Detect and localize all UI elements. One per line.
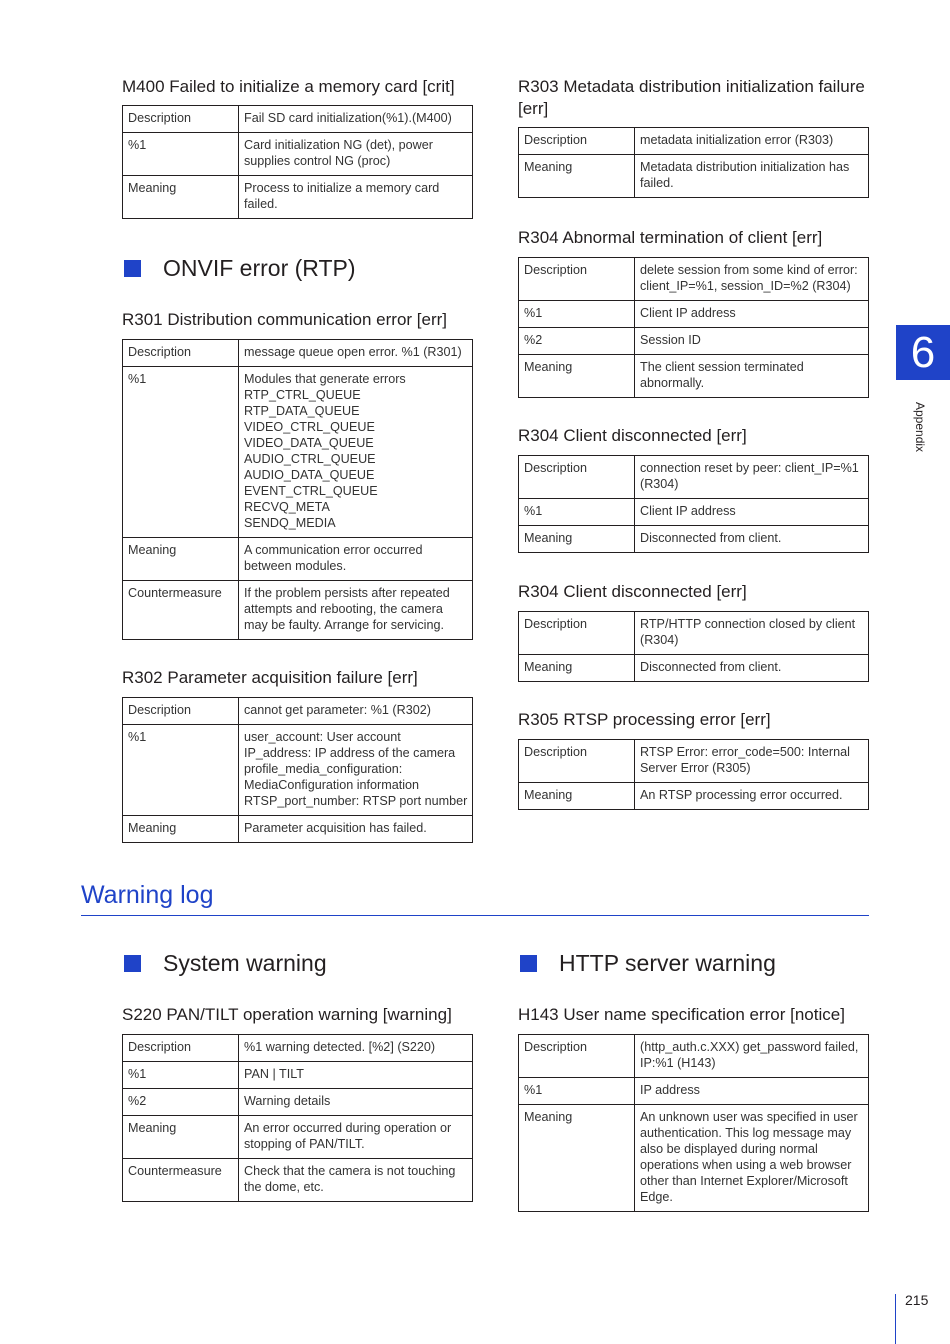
row-key: Meaning	[123, 1116, 239, 1159]
error-table	[122, 1034, 473, 1202]
row-key: %1	[519, 499, 635, 526]
square-bullet-icon	[520, 955, 537, 972]
row-key: Meaning	[519, 655, 635, 682]
table-row	[519, 456, 869, 499]
section-title: System warning	[163, 950, 327, 976]
row-key: Meaning	[519, 783, 635, 810]
row-key: Meaning	[123, 176, 239, 219]
row-value: Process to initialize a memory card failed.	[239, 176, 473, 219]
row-key: %1	[519, 301, 635, 328]
entry-title: R303 Metadata distribution initialization failure [err]	[518, 77, 865, 118]
error-table	[518, 1034, 869, 1212]
row-key: Meaning	[519, 526, 635, 553]
row-value: An error occurred during operation or stopping of PAN/TILT.	[239, 1116, 473, 1159]
table-row	[123, 176, 473, 219]
entry-title: R304 Client disconnected [err]	[518, 426, 747, 445]
row-value: Modules that generate errors RTP_CTRL_QUEUE RTP_DATA_QUEUE VIDEO_CTRL_QUEUE VIDEO_DATA_QUEUE AUDIO_CTRL_QUEUE AUDIO_DATA_QUEUE EVENT_CTRL_QUEUE RECVQ_META SENDQ_MEDIA	[239, 367, 473, 538]
page-number-rule	[895, 1294, 896, 1344]
row-key: %1	[519, 1078, 635, 1105]
error-table	[518, 455, 869, 553]
table-row	[123, 1159, 473, 1202]
row-key: %2	[123, 1089, 239, 1116]
row-value: Client IP address	[635, 499, 869, 526]
row-key: Description	[519, 128, 635, 155]
row-key: Description	[123, 106, 239, 133]
error-table	[518, 611, 869, 682]
table-row	[123, 106, 473, 133]
row-key: Meaning	[519, 1105, 635, 1212]
row-value: Disconnected from client.	[635, 526, 869, 553]
entry-title: R304 Client disconnected [err]	[518, 582, 747, 601]
table-row	[519, 328, 869, 355]
section-onvif-error	[124, 254, 356, 282]
table-row	[519, 155, 869, 198]
row-value: The client session terminated abnormally.	[635, 355, 869, 398]
table-row	[123, 1035, 473, 1062]
entry-r304-reset	[518, 425, 869, 553]
table-row	[519, 1078, 869, 1105]
row-key: Description	[123, 340, 239, 367]
row-key: %1	[123, 1062, 239, 1089]
chapter-heading: Warning log	[81, 881, 214, 909]
row-value: Disconnected from client.	[635, 655, 869, 682]
section-title: ONVIF error (RTP)	[163, 255, 356, 281]
row-value: Check that the camera is not touching the dome, etc.	[239, 1159, 473, 1202]
row-key: Meaning	[519, 155, 635, 198]
table-row	[123, 367, 473, 538]
row-value: An unknown user was specified in user authentication. This log message may also be displayed during normal operations when using a web browser other than Internet Explorer/Microsoft Edge.	[635, 1105, 869, 1212]
table-row	[519, 499, 869, 526]
row-key: %1	[123, 367, 239, 538]
entry-r302	[122, 667, 473, 843]
table-row	[519, 783, 869, 810]
entry-r303	[518, 76, 869, 198]
square-bullet-icon	[124, 260, 141, 277]
row-key: %2	[519, 328, 635, 355]
row-key: Description	[123, 698, 239, 725]
row-value: PAN | TILT	[239, 1062, 473, 1089]
entry-title: S220 PAN/TILT operation warning [warning]	[122, 1005, 452, 1024]
row-value: Client IP address	[635, 301, 869, 328]
entry-m400	[122, 76, 473, 219]
row-value: Parameter acquisition has failed.	[239, 816, 473, 843]
table-row	[123, 725, 473, 816]
entry-title: M400 Failed to initialize a memory card [crit]	[122, 77, 455, 96]
page-number: 215	[905, 1292, 929, 1308]
table-row	[123, 133, 473, 176]
table-row	[123, 340, 473, 367]
table-row	[519, 526, 869, 553]
error-table	[518, 257, 869, 398]
row-value: IP address	[635, 1078, 869, 1105]
row-key: Meaning	[123, 816, 239, 843]
row-key: Description	[519, 456, 635, 499]
row-value: If the problem persists after repeated attempts and rebooting, the camera may be faulty. Arrange for servicing.	[239, 581, 473, 640]
square-bullet-icon	[124, 955, 141, 972]
row-key: Description	[519, 740, 635, 783]
row-value: %1 warning detected. [%2] (S220)	[244, 1040, 436, 1054]
table-row	[519, 301, 869, 328]
row-key: %1	[123, 725, 239, 816]
entry-title: R305 RTSP processing error [err]	[518, 710, 771, 729]
row-key: Description	[123, 1035, 239, 1062]
entry-title: R304 Abnormal termination of client [err]	[518, 228, 823, 247]
section-system-warning	[124, 949, 327, 977]
entry-r301	[122, 309, 473, 640]
row-value: connection reset by peer: client_IP=%1 (R304)	[640, 461, 859, 491]
row-key: Description	[519, 612, 635, 655]
table-row	[123, 1062, 473, 1089]
entry-h143	[518, 1004, 869, 1212]
section-title: HTTP server warning	[559, 950, 776, 976]
row-value: RTSP Error: error_code=500: Internal Server Error (R305)	[640, 745, 850, 775]
table-row	[123, 1089, 473, 1116]
row-key: %1	[123, 133, 239, 176]
error-table	[518, 739, 869, 810]
row-value: (http_auth.c.XXX) get_password failed, IP:%1 (H143)	[640, 1040, 859, 1070]
entry-r304-closed	[518, 581, 869, 682]
row-value: metadata initialization error (R303)	[640, 133, 834, 147]
row-value: user_account: User account IP_address: IP address of the camera profile_media_configuration: MediaConfiguration information RTSP_port_number: RTSP port number	[239, 725, 473, 816]
error-table	[518, 127, 869, 198]
row-value: delete session from some kind of error: client_IP=%1, session_ID=%2 (R304)	[640, 263, 858, 293]
table-row	[519, 1035, 869, 1078]
row-key: Meaning	[123, 538, 239, 581]
row-value: Session ID	[635, 328, 869, 355]
table-row	[519, 612, 869, 655]
entry-r304-abnormal	[518, 227, 869, 398]
row-key: Description	[519, 1035, 635, 1078]
row-value: message queue open error. %1 (R301)	[244, 345, 462, 359]
heading-rule	[81, 915, 869, 916]
table-row	[123, 1116, 473, 1159]
row-key: Description	[519, 258, 635, 301]
entry-s220	[122, 1004, 473, 1202]
row-value: Warning details	[239, 1089, 473, 1116]
entry-title: R302 Parameter acquisition failure [err]	[122, 668, 418, 687]
table-row	[519, 258, 869, 301]
table-row	[519, 740, 869, 783]
row-value: cannot get parameter: %1 (R302)	[244, 703, 431, 717]
row-value: An RTSP processing error occurred.	[635, 783, 869, 810]
table-row	[123, 698, 473, 725]
row-key: Countermeasure	[123, 1159, 239, 1202]
error-table	[122, 339, 473, 640]
row-value: RTP/HTTP connection closed by client (R304)	[640, 617, 856, 647]
row-value: Fail SD card initialization(%1).(M400)	[244, 111, 452, 125]
chapter-number-tab: 6	[896, 325, 950, 380]
entry-r305	[518, 709, 869, 810]
table-row	[519, 1105, 869, 1212]
table-row	[123, 538, 473, 581]
table-row	[123, 816, 473, 843]
entry-title: H143 User name specification error [notice]	[518, 1005, 845, 1024]
row-key: Countermeasure	[123, 581, 239, 640]
table-row	[123, 581, 473, 640]
row-value: Metadata distribution initialization has failed.	[635, 155, 869, 198]
table-row	[519, 128, 869, 155]
chapter-label: Appendix	[913, 402, 927, 453]
entry-title: R301 Distribution communication error [err]	[122, 310, 448, 329]
row-key: Meaning	[519, 355, 635, 398]
section-http-warning	[520, 949, 776, 977]
table-row	[519, 355, 869, 398]
row-value: Card initialization NG (det), power supplies control NG (proc)	[239, 133, 473, 176]
error-table	[122, 105, 473, 219]
table-row	[519, 655, 869, 682]
error-table	[122, 697, 473, 843]
row-value: A communication error occurred between modules.	[239, 538, 473, 581]
